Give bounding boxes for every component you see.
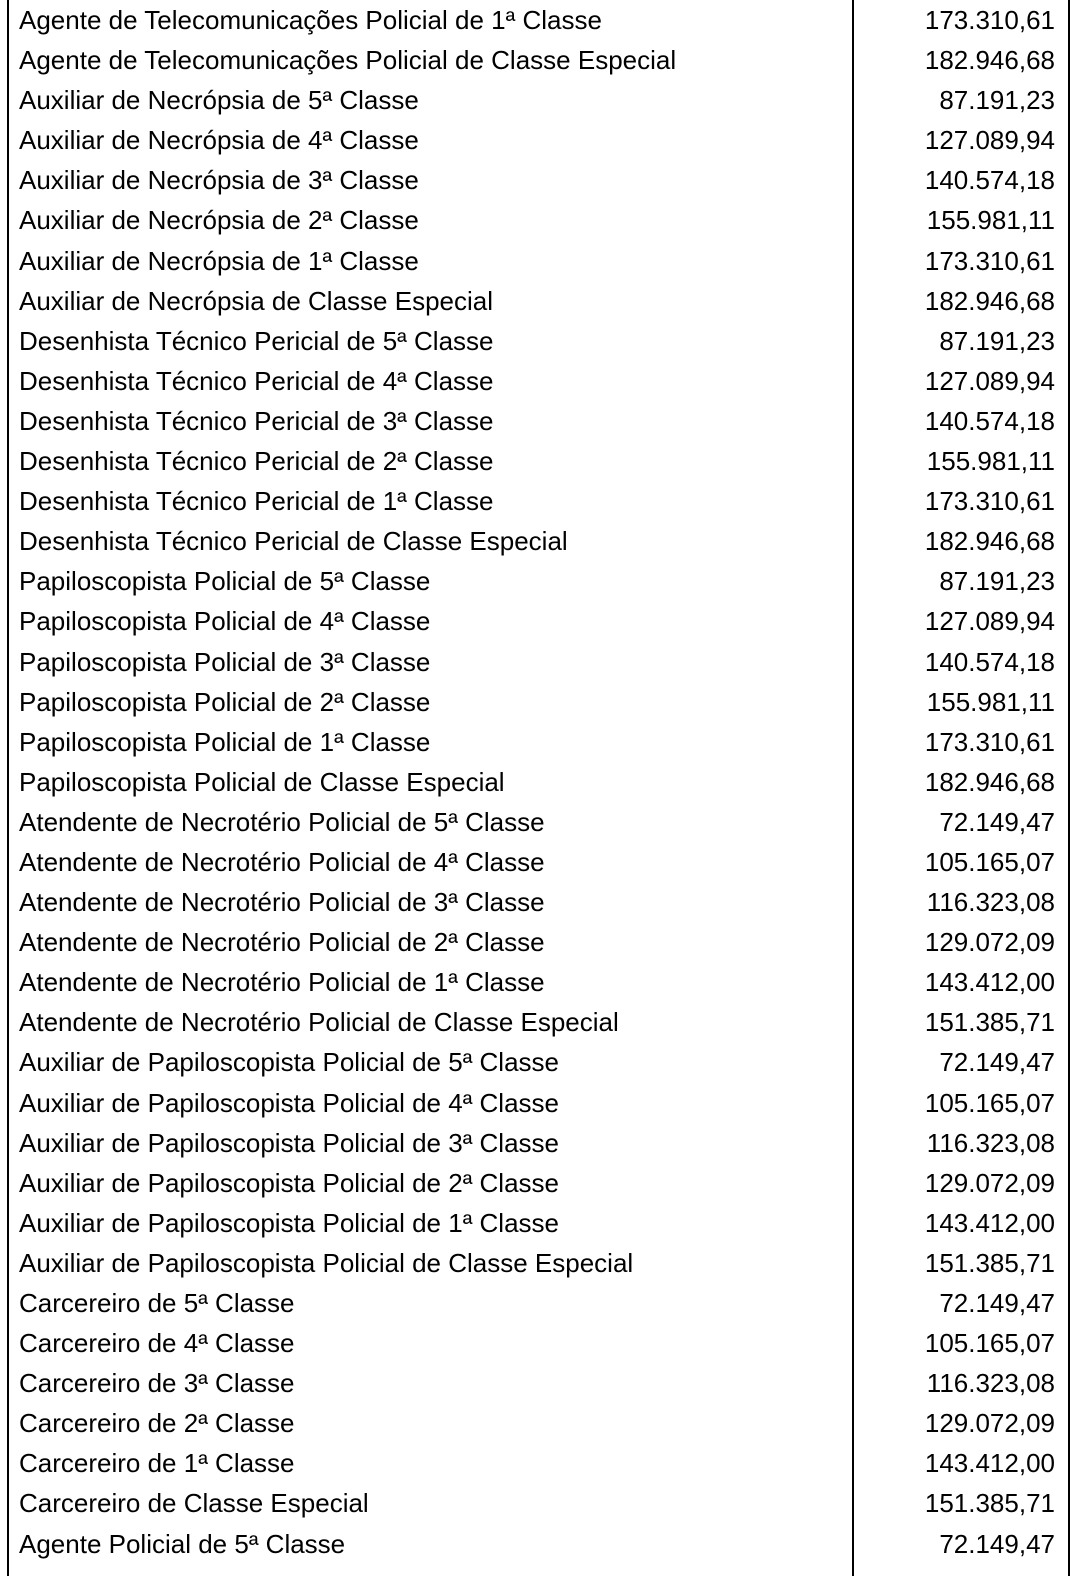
valor-cell: 129.072,09 — [924, 1408, 1055, 1439]
valor-cell: 72.149,47 — [939, 1528, 1055, 1559]
cargo-cell: Atendente de Necrotério Policial de 2ª Classe — [19, 927, 545, 958]
table-row — [0, 842, 1077, 882]
cargo-cell: Carcereiro de 5ª Classe — [19, 1288, 295, 1318]
cargo-cell: Carcereiro de 2ª Classe — [19, 1408, 295, 1439]
valor-cell: 72.149,47 — [939, 1047, 1055, 1078]
table-row — [0, 1323, 1077, 1363]
valor-cell: 116.323,08 — [926, 1127, 1055, 1158]
valor-cell: 151.385,71 — [924, 1488, 1055, 1519]
table-row — [0, 962, 1077, 1002]
table-row — [0, 1083, 1077, 1123]
valor-cell: 151.385,71 — [924, 1247, 1055, 1278]
table-row — [0, 241, 1077, 281]
table-row — [0, 281, 1077, 321]
valor-cell: 173.310,61 — [924, 245, 1055, 276]
table-row — [0, 1443, 1077, 1483]
valor-cell: 129.072,09 — [924, 927, 1055, 958]
cargo-cell: Auxiliar de Papiloscopista Policial de Classe Especial — [19, 1247, 634, 1278]
cargo-cell: Auxiliar de Necrópsia de 4ª Classe — [19, 125, 419, 156]
cargo-cell: Papiloscopista Policial de 1ª Classe — [19, 726, 431, 757]
valor-cell: 140.574,18 — [924, 646, 1055, 677]
cargo-cell: Atendente de Necrotério Policial de 3ª Classe — [19, 887, 545, 918]
cargo-cell: Agente de Telecomunicações Policial de 1ª Classe — [19, 5, 602, 35]
table-row — [0, 601, 1077, 641]
valor-cell: 182.946,68 — [924, 766, 1055, 797]
cargo-cell: Auxiliar de Papiloscopista Policial de 4ª Classe — [19, 1087, 560, 1118]
valor-cell: 72.149,47 — [939, 1288, 1055, 1318]
valor-cell: 87.191,23 — [939, 566, 1055, 597]
valor-cell: 140.574,18 — [924, 165, 1055, 196]
valor-cell: 155.981,11 — [926, 686, 1055, 717]
table-row — [0, 80, 1077, 120]
table-row — [0, 1363, 1077, 1403]
table-row — [0, 1243, 1077, 1283]
table-row — [0, 401, 1077, 441]
cargo-cell: Auxiliar de Necrópsia de 5ª Classe — [19, 85, 419, 116]
table-row — [0, 1483, 1077, 1523]
valor-cell: 182.946,68 — [924, 526, 1055, 557]
table-row — [0, 1283, 1077, 1323]
valor-cell: 155.981,11 — [926, 205, 1055, 236]
cargo-cell: Atendente de Necrotério Policial de Classe Especial — [19, 1007, 619, 1038]
cargo-cell: Papiloscopista Policial de 3ª Classe — [19, 646, 431, 677]
cargo-cell: Auxiliar de Papiloscopista Policial de 3ª Classe — [19, 1127, 560, 1158]
cargo-cell: Atendente de Necrotério Policial de 4ª Classe — [19, 846, 545, 877]
cargo-cell: Auxiliar de Papiloscopista Policial de 1ª Classe — [19, 1207, 560, 1238]
cargo-cell: Atendente de Necrotério Policial de 5ª Classe — [19, 806, 545, 837]
valor-cell: 140.574,18 — [924, 405, 1055, 436]
table-row — [0, 160, 1077, 200]
cargo-cell: Auxiliar de Papiloscopista Policial de 2ª Classe — [19, 1167, 560, 1198]
cargo-cell: Desenhista Técnico Pericial de Classe Especial — [19, 526, 568, 557]
valor-cell: 105.165,07 — [924, 1087, 1055, 1118]
table-row — [0, 682, 1077, 722]
valor-cell: 127.089,94 — [924, 125, 1055, 156]
cargo-cell: Auxiliar de Necrópsia de Classe Especial — [19, 285, 494, 316]
cargo-cell: Carcereiro de Classe Especial — [19, 1488, 369, 1519]
valor-cell: 182.946,68 — [924, 285, 1055, 316]
table-row — [0, 40, 1077, 80]
table-row — [0, 321, 1077, 361]
table-row — [0, 441, 1077, 481]
valor-cell: 87.191,23 — [939, 85, 1055, 116]
valor-cell: 87.191,23 — [939, 325, 1055, 356]
valor-cell: 105.165,07 — [924, 1328, 1055, 1359]
table-row — [0, 1042, 1077, 1082]
cargo-cell: Papiloscopista Policial de Classe Especial — [19, 766, 505, 797]
valor-cell: 116.323,08 — [926, 1368, 1055, 1399]
valor-cell: 173.310,61 — [924, 726, 1055, 757]
cargo-cell: Desenhista Técnico Pericial de 5ª Classe — [19, 325, 494, 356]
table-row — [0, 802, 1077, 842]
cargo-cell: Agente de Telecomunicações Policial de Classe Especial — [19, 45, 677, 76]
cargo-cell: Desenhista Técnico Pericial de 4ª Classe — [19, 365, 494, 396]
table-row — [0, 762, 1077, 802]
cargo-cell: Auxiliar de Necrópsia de 2ª Classe — [19, 205, 419, 236]
valor-cell: 143.412,00 — [924, 1207, 1055, 1238]
cargo-cell: Auxiliar de Necrópsia de 3ª Classe — [19, 165, 419, 196]
cargo-cell: Atendente de Necrotério Policial de 1ª Classe — [19, 967, 545, 998]
table-row — [0, 722, 1077, 762]
valor-cell: 173.310,61 — [924, 5, 1055, 35]
table-row — [0, 200, 1077, 240]
table-row — [0, 922, 1077, 962]
table-row — [0, 0, 1077, 40]
cargo-cell: Papiloscopista Policial de 5ª Classe — [19, 566, 431, 597]
cargo-cell: Carcereiro de 4ª Classe — [19, 1328, 295, 1359]
cargo-cell: Carcereiro de 1ª Classe — [19, 1448, 295, 1479]
table-row — [0, 561, 1077, 601]
valor-cell: 173.310,61 — [924, 486, 1055, 517]
valor-cell: 116.323,08 — [926, 887, 1055, 918]
cargo-cell: Papiloscopista Policial de 2ª Classe — [19, 686, 431, 717]
valor-cell: 105.165,07 — [924, 846, 1055, 877]
valor-cell: 182.946,68 — [924, 45, 1055, 76]
valor-cell: 155.981,11 — [926, 446, 1055, 477]
table-row — [0, 642, 1077, 682]
table-row — [0, 1163, 1077, 1203]
cargo-cell: Carcereiro de 3ª Classe — [19, 1368, 295, 1399]
table-row — [0, 1002, 1077, 1042]
table-row — [0, 481, 1077, 521]
table-row — [0, 882, 1077, 922]
table-row — [0, 521, 1077, 561]
cargo-cell: Auxiliar de Necrópsia de 1ª Classe — [19, 245, 419, 276]
table-row — [0, 1403, 1077, 1443]
table-row — [0, 361, 1077, 401]
valor-cell: 151.385,71 — [924, 1007, 1055, 1038]
table-row — [0, 120, 1077, 160]
table-row — [0, 1203, 1077, 1243]
table-row — [0, 1123, 1077, 1163]
table-row — [0, 1524, 1077, 1564]
cargo-cell: Desenhista Técnico Pericial de 3ª Classe — [19, 405, 494, 436]
valor-cell: 127.089,94 — [924, 365, 1055, 396]
cargo-cell: Desenhista Técnico Pericial de 1ª Classe — [19, 486, 494, 517]
cargo-cell: Desenhista Técnico Pericial de 2ª Classe — [19, 446, 494, 477]
cargo-cell: Agente Policial de 5ª Classe — [19, 1528, 346, 1559]
cargo-cell: Auxiliar de Papiloscopista Policial de 5ª Classe — [19, 1047, 560, 1078]
cargo-cell: Papiloscopista Policial de 4ª Classe — [19, 606, 431, 637]
valor-cell: 143.412,00 — [924, 967, 1055, 998]
valor-cell: 72.149,47 — [939, 806, 1055, 837]
valor-cell: 129.072,09 — [924, 1167, 1055, 1198]
valor-cell: 143.412,00 — [924, 1448, 1055, 1479]
valor-cell: 127.089,94 — [924, 606, 1055, 637]
